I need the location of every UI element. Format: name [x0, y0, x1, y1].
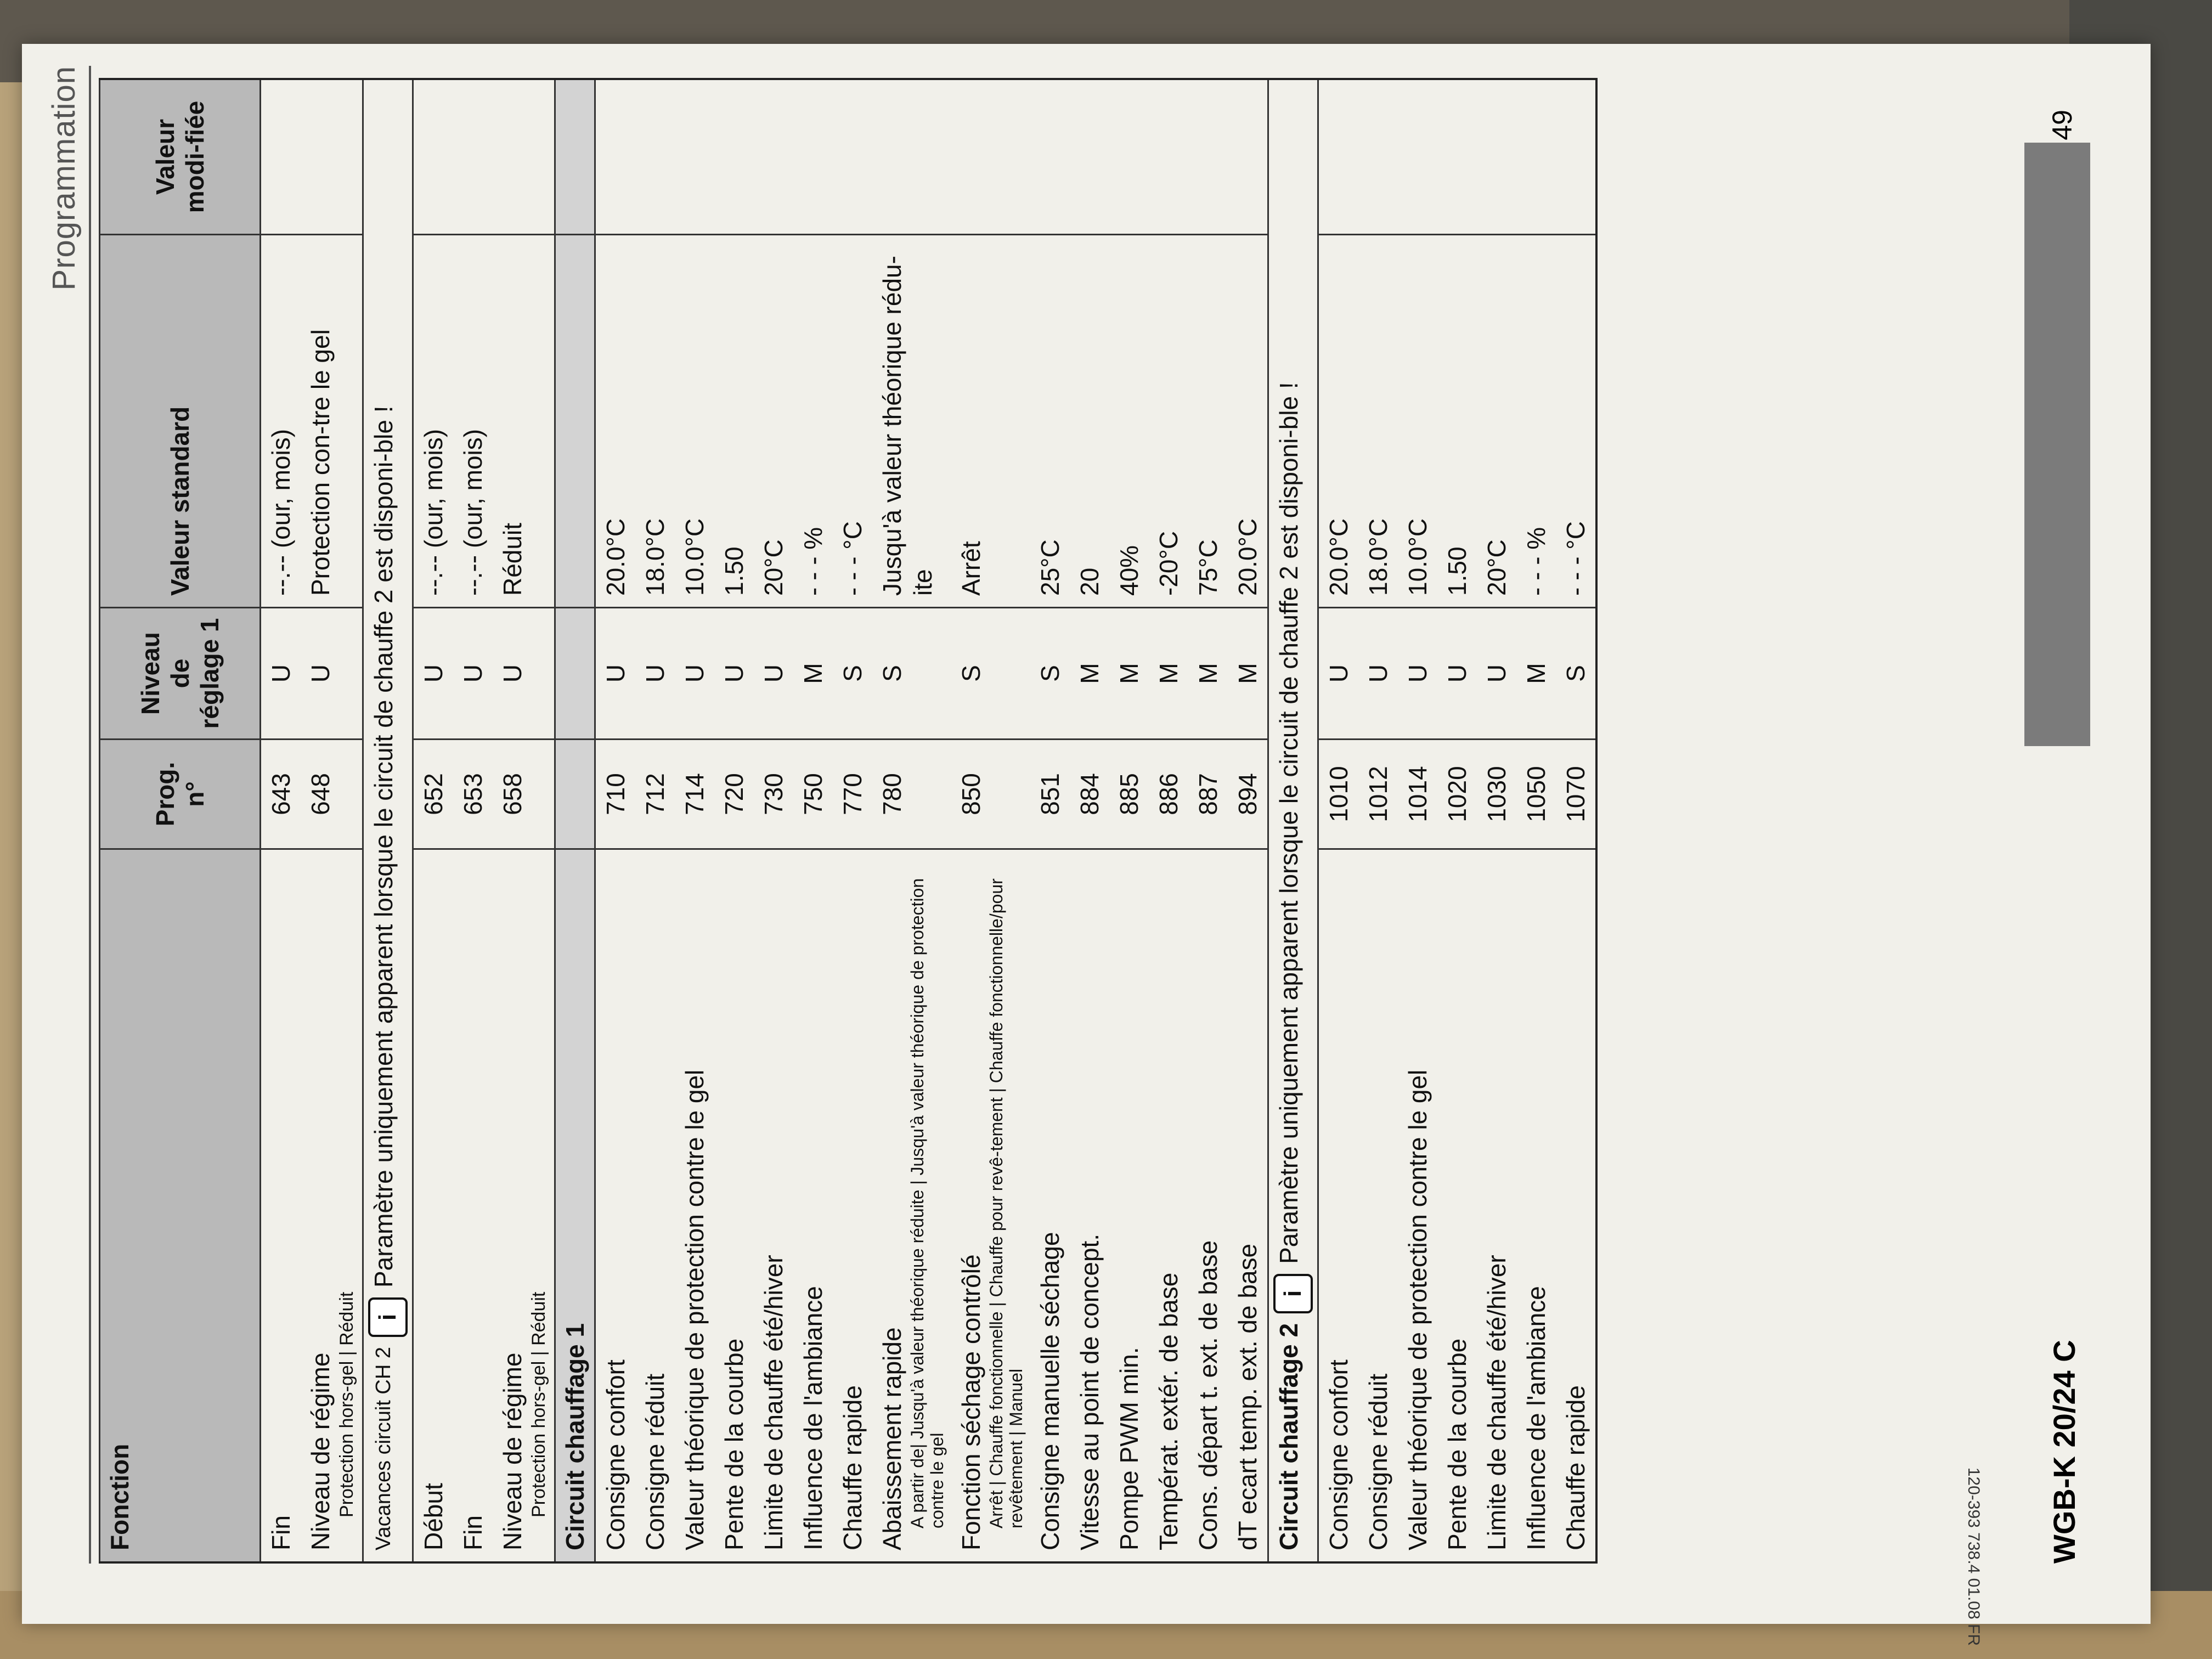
page-number: 49: [2047, 110, 2078, 140]
cell-niveau: U: [1477, 607, 1516, 738]
cell-modifiee: [1109, 80, 1149, 234]
cell-standard: --.-- (our, mois): [453, 234, 493, 607]
row-label: Abaissement rapide: [878, 1327, 906, 1550]
cell-niveau: U: [1358, 607, 1398, 738]
table-row: [1149, 80, 1188, 1561]
row-label: Fin: [267, 1515, 295, 1550]
table-row: [1358, 80, 1398, 1561]
cell-niveau: U: [596, 607, 635, 738]
cell-standard: 18.0°C: [635, 234, 675, 607]
cell-prog: 780: [872, 738, 951, 848]
cell-standard: 20°C: [1477, 234, 1516, 607]
table-row: [493, 80, 554, 1561]
cell-modifiee: [754, 80, 793, 234]
cell-fonction: [1556, 848, 1595, 1561]
row-label: Début: [419, 1483, 448, 1550]
row-label: Niveau de régime: [498, 1352, 527, 1550]
cell-fonction: [833, 848, 872, 1561]
cell-standard: Arrêt: [951, 234, 1030, 607]
cell-niveau: M: [1228, 607, 1267, 738]
ch2-section: [1267, 80, 1317, 1561]
table-row: [1398, 80, 1437, 1561]
cell-fonction: [1070, 848, 1109, 1561]
row-options: Arrêt | Chauffe fonctionnelle | Chauffe pour revê-tement | Chauffe fonctionnelle/pour revêtement | Manuel: [986, 878, 1026, 1528]
cell-prog: 648: [301, 738, 362, 848]
cell-modifiee: [1477, 80, 1516, 234]
manual-page: [22, 44, 2151, 1646]
cell-fonction: [1109, 848, 1149, 1561]
cell-standard: --.-- (our, mois): [261, 234, 301, 607]
cell-fonction: [1030, 848, 1070, 1561]
info-icon: i: [1273, 1274, 1313, 1313]
table-row: [453, 80, 493, 1561]
row-options: Protection hors-gel | Réduit: [336, 1291, 357, 1517]
col-modifiee: Valeur modi-fiée: [151, 100, 209, 213]
row-label: Consigne réduit: [1364, 1373, 1392, 1550]
cell-modifiee: [1228, 80, 1267, 234]
cell-standard: --.-- (our, mois): [414, 234, 453, 607]
cell-modifiee: [1556, 80, 1595, 234]
page-header: [44, 66, 91, 1564]
row-label: Cons. départ t. ext. de base: [1194, 1240, 1222, 1550]
cell-prog: 658: [493, 738, 554, 848]
cell-fonction: [872, 848, 951, 1561]
ch2-title: Circuit chauffage 2: [1274, 1323, 1303, 1550]
row-label: Pente de la courbe: [1443, 1338, 1471, 1550]
cell-standard: 20°C: [754, 234, 793, 607]
cell-niveau: U: [414, 607, 453, 738]
doc-code: 120-393 738.4 01.08 FR: [1965, 1467, 1983, 1646]
table-row: [1070, 80, 1109, 1561]
col-prog: Prog. n°: [100, 738, 259, 848]
cell-fonction: [1516, 848, 1556, 1561]
cell-standard: - - - %: [1516, 234, 1556, 607]
cell-fonction: [754, 848, 793, 1561]
cell-modifiee: [596, 80, 635, 234]
cell-fonction: [1398, 848, 1437, 1561]
table-row: [872, 80, 951, 1561]
cell-prog: 653: [453, 738, 493, 848]
cell-prog: 1014: [1398, 738, 1437, 848]
rows-group-c: [594, 80, 1267, 1561]
cell-standard: 75°C: [1188, 234, 1228, 607]
cell-modifiee: [261, 80, 301, 234]
row-label: Consigne manuelle séchage: [1036, 1232, 1064, 1550]
cell-modifiee: [1319, 80, 1358, 234]
table-row: [635, 80, 675, 1561]
table-header: [99, 80, 259, 1561]
cell-standard: 20: [1070, 234, 1109, 607]
row-label: Fonction séchage contrôlé: [957, 1254, 985, 1550]
cell-standard: Jusqu'à valeur théorique rédu-ite: [872, 234, 951, 607]
cell-niveau: S: [872, 607, 951, 738]
cell-standard: Réduit: [493, 234, 554, 607]
row-label: Pente de la courbe: [720, 1338, 748, 1550]
cell-standard: Protection con-tre le gel: [301, 234, 362, 607]
cell-modifiee: [1398, 80, 1437, 234]
cell-niveau: M: [1188, 607, 1228, 738]
cell-standard: 25°C: [1030, 234, 1070, 607]
cell-modifiee: [951, 80, 1030, 234]
info-icon: i: [368, 1297, 408, 1337]
cell-niveau: M: [793, 607, 833, 738]
cell-standard: - - - °C: [1556, 234, 1595, 607]
parameter-table: [99, 78, 1598, 1564]
table-row: [1030, 80, 1070, 1561]
cell-modifiee: [872, 80, 951, 234]
row-options: A partir de| Jusqu'à valeur théorique réduite | Jusqu'à valeur théorique de protection contre le gel: [907, 878, 947, 1528]
cell-niveau: U: [714, 607, 754, 738]
model-name: WGB-K 20/24 C: [2047, 1340, 2081, 1564]
cell-prog: 714: [675, 738, 714, 848]
cell-modifiee: [675, 80, 714, 234]
cell-fonction: [493, 848, 554, 1561]
cell-fonction: [453, 848, 493, 1561]
table-row: [1516, 80, 1556, 1561]
cell-prog: 1012: [1358, 738, 1398, 848]
cell-standard: 18.0°C: [1358, 234, 1398, 607]
row-label: Influence de l'ambiance: [1522, 1286, 1550, 1550]
row-label: Consigne confort: [1324, 1359, 1353, 1550]
cell-prog: 712: [635, 738, 675, 848]
cell-standard: 10.0°C: [675, 234, 714, 607]
ch1-title: Circuit chauffage 1: [556, 848, 594, 1561]
cell-prog: 851: [1030, 738, 1070, 848]
row-label: Limite de chauffe été/hiver: [759, 1255, 788, 1550]
cell-prog: 1030: [1477, 738, 1516, 848]
col-standard: Valeur standard: [100, 234, 259, 607]
cell-prog: 652: [414, 738, 453, 848]
rows-group-d: [1317, 80, 1595, 1561]
cell-niveau: S: [833, 607, 872, 738]
table-row: [1477, 80, 1516, 1561]
cell-modifiee: [833, 80, 872, 234]
cell-modifiee: [1358, 80, 1398, 234]
table-row: [1228, 80, 1267, 1561]
ch1-section: [554, 80, 594, 1561]
row-label: Températ. extér. de base: [1154, 1272, 1183, 1550]
cell-prog: 1020: [1437, 738, 1477, 848]
cell-standard: - - - %: [793, 234, 833, 607]
cell-prog: 887: [1188, 738, 1228, 848]
cell-standard: 20.0°C: [1228, 234, 1267, 607]
cell-prog: 885: [1109, 738, 1149, 848]
row-label: Consigne confort: [601, 1359, 630, 1550]
row-options: Protection hors-gel | Réduit: [528, 1291, 549, 1517]
rows-group-b: [412, 80, 554, 1561]
cell-niveau: U: [453, 607, 493, 738]
vacances-note: Paramètre uniquement apparent lorsque le circuit de chauffe 2 est disponi-ble !: [369, 405, 398, 1288]
cell-prog: 1010: [1319, 738, 1358, 848]
rows-group-a: [259, 80, 362, 1561]
cell-fonction: [414, 848, 453, 1561]
row-label: Chauffe rapide: [1561, 1385, 1590, 1550]
cell-prog: 894: [1228, 738, 1267, 848]
footer-bar: [2024, 143, 2090, 746]
cell-prog: 710: [596, 738, 635, 848]
table-row: [1556, 80, 1595, 1561]
row-label: Chauffe rapide: [838, 1385, 867, 1550]
cell-fonction: [1188, 848, 1228, 1561]
cell-niveau: S: [1556, 607, 1595, 738]
cell-prog: 720: [714, 738, 754, 848]
table-row: [951, 80, 1030, 1561]
cell-modifiee: [1437, 80, 1477, 234]
cell-prog: 884: [1070, 738, 1109, 848]
cell-fonction: [951, 848, 1030, 1561]
cell-modifiee: [714, 80, 754, 234]
cell-fonction: [1149, 848, 1188, 1561]
cell-standard: -20°C: [1149, 234, 1188, 607]
cell-fonction: [1358, 848, 1398, 1561]
ch2-note: Paramètre uniquement apparent lorsque le circuit de chauffe 2 est disponi-ble !: [1274, 382, 1303, 1264]
cell-fonction: [261, 848, 301, 1561]
cell-prog: 730: [754, 738, 793, 848]
cell-niveau: U: [1319, 607, 1358, 738]
table-row: [675, 80, 714, 1561]
cell-standard: - - - °C: [833, 234, 872, 607]
cell-fonction: [675, 848, 714, 1561]
cell-niveau: U: [301, 607, 362, 738]
cell-prog: 770: [833, 738, 872, 848]
cell-fonction: [635, 848, 675, 1561]
row-label: Valeur théorique de protection contre le gel: [1403, 1069, 1432, 1550]
cell-standard: 40%: [1109, 234, 1149, 607]
table-row: [412, 80, 453, 1561]
table-row: [259, 80, 301, 1561]
table-row: [833, 80, 872, 1561]
col-fonction: Fonction: [100, 848, 259, 1561]
cell-niveau: U: [675, 607, 714, 738]
cell-standard: 1.50: [1437, 234, 1477, 607]
cell-niveau: U: [1437, 607, 1477, 738]
cell-modifiee: [635, 80, 675, 234]
row-label: Fin: [459, 1515, 487, 1550]
cell-modifiee: [793, 80, 833, 234]
cell-niveau: M: [1149, 607, 1188, 738]
cell-prog: 643: [261, 738, 301, 848]
cell-niveau: M: [1109, 607, 1149, 738]
cell-modifiee: [1030, 80, 1070, 234]
row-label: Valeur théorique de protection contre le gel: [680, 1069, 709, 1550]
cell-fonction: [596, 848, 635, 1561]
cell-modifiee: [1070, 80, 1109, 234]
cell-modifiee: [493, 80, 554, 234]
cell-prog: 1070: [1556, 738, 1595, 848]
row-label: Pompe PWM min.: [1115, 1347, 1143, 1550]
cell-niveau: U: [754, 607, 793, 738]
table-row: [714, 80, 754, 1561]
cell-prog: 850: [951, 738, 1030, 848]
row-label: Niveau de régime: [306, 1352, 335, 1550]
cell-modifiee: [453, 80, 493, 234]
row-label: Vitesse au point de concept.: [1075, 1233, 1104, 1550]
cell-standard: 20.0°C: [596, 234, 635, 607]
table-row: [793, 80, 833, 1561]
table-row: [301, 80, 362, 1561]
row-label: Limite de chauffe été/hiver: [1482, 1255, 1511, 1550]
cell-fonction: [301, 848, 362, 1561]
row-label: Influence de l'ambiance: [799, 1286, 827, 1550]
table-row: [1317, 80, 1358, 1561]
table-row: [1188, 80, 1228, 1561]
cell-standard: 10.0°C: [1398, 234, 1437, 607]
cell-modifiee: [1149, 80, 1188, 234]
row-label: Consigne réduit: [641, 1373, 669, 1550]
cell-niveau: S: [1030, 607, 1070, 738]
cell-niveau: S: [951, 607, 1030, 738]
cell-fonction: [714, 848, 754, 1561]
cell-niveau: U: [493, 607, 554, 738]
cell-standard: 1.50: [714, 234, 754, 607]
cell-niveau: U: [261, 607, 301, 738]
cell-niveau: M: [1070, 607, 1109, 738]
table-row: [754, 80, 793, 1561]
vacances-row: [362, 80, 412, 1561]
cell-modifiee: [1516, 80, 1556, 234]
table-row: [1437, 80, 1477, 1561]
table-row: [594, 80, 635, 1561]
row-label: dT ecart temp. ext. de base: [1233, 1243, 1262, 1550]
cell-prog: 1050: [1516, 738, 1556, 848]
cell-modifiee: [414, 80, 453, 234]
cell-niveau: U: [635, 607, 675, 738]
cell-prog: 750: [793, 738, 833, 848]
cell-niveau: U: [1398, 607, 1437, 738]
col-niveau: Niveau de réglage 1: [100, 607, 259, 738]
cell-modifiee: [301, 80, 362, 234]
cell-prog: 886: [1149, 738, 1188, 848]
cell-modifiee: [1188, 80, 1228, 234]
cell-fonction: [793, 848, 833, 1561]
cell-fonction: [1319, 848, 1358, 1561]
cell-fonction: [1477, 848, 1516, 1561]
page-title: Programmation: [46, 66, 82, 291]
cell-fonction: [1437, 848, 1477, 1561]
cell-niveau: M: [1516, 607, 1556, 738]
cell-fonction: [1228, 848, 1267, 1561]
cell-standard: 20.0°C: [1319, 234, 1358, 607]
table-row: [1109, 80, 1149, 1561]
vacances-label: Vacances circuit CH 2: [372, 1347, 395, 1550]
